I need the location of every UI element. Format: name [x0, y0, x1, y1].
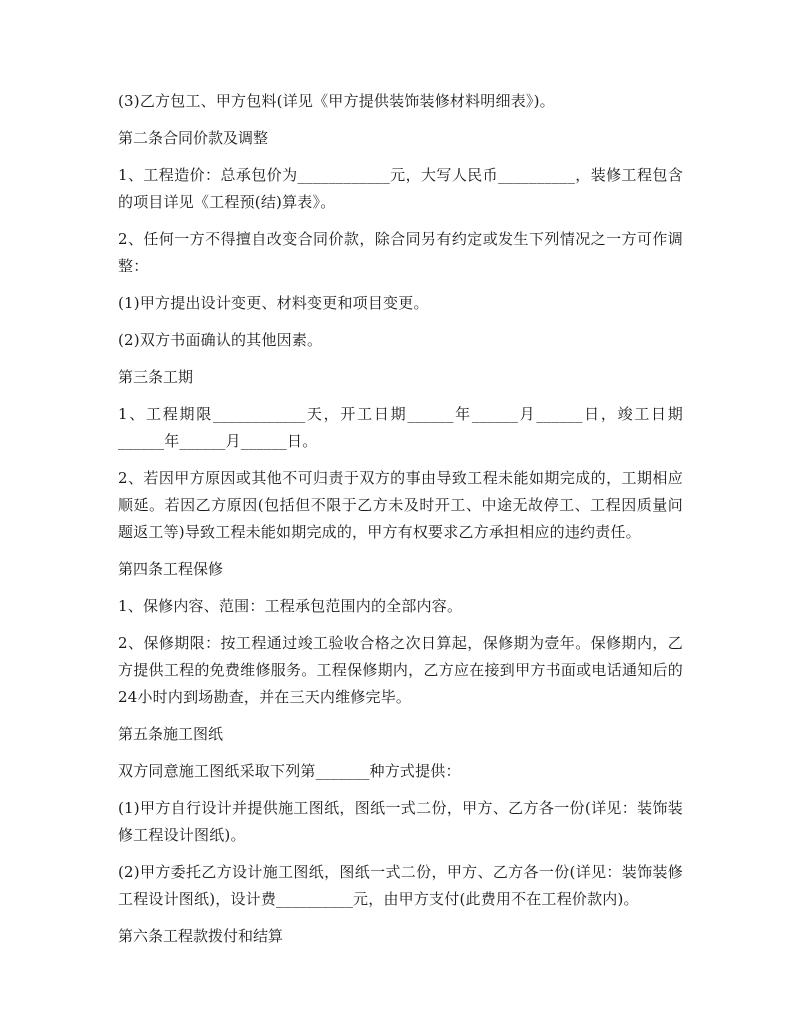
- clause-item-3: (3)乙方包工、甲方包料(详见《甲方提供装饰装修材料明细表》)。: [118, 92, 555, 110]
- article-2-item-2: 2、任何一方不得擅自改变合同价款，除合同另有约定或发生下列情况之一方可作调整：: [118, 230, 683, 275]
- article-2-subitem-2: (2)双方书面确认的其他因素。: [118, 331, 323, 349]
- article-5-subitem-1: (1)甲方自行设计并提供施工图纸，图纸一式二份，甲方、乙方各一份(详见：装饰装修工程设计图纸)。: [118, 799, 683, 844]
- article-2-heading: 第二条合同价款及调整: [118, 129, 269, 147]
- document-page: [118, 88, 683, 960]
- article-5-subitem-2: (2)甲方委托乙方设计施工图纸，图纸一式二份，甲方、乙方各一份(详见：装饰装修工程设计图纸)，设计费__________元，由甲方支付(此费用不在工程价款内)。: [118, 863, 683, 908]
- article-3-heading: 第三条工期: [118, 368, 194, 386]
- article-4-item-2: 2、保修期限：按工程通过竣工验收合格之次日算起，保修期为壹年。保修期内，乙方提供工程的免费维修服务。工程保修期内，乙方应在接到甲方书面或电话通知后的24小时内到场勘查，并在三天内维修完毕。: [118, 634, 683, 706]
- article-4-item-1: 1、保修内容、范围：工程承包范围内的全部内容。: [118, 597, 463, 615]
- article-2-item-1: 1、工程造价：总承包价为____________元，大写人民币__________，装修工程包含的项目详见《工程预(结)算表》。: [118, 166, 683, 211]
- article-5-heading: 第五条施工图纸: [118, 725, 224, 743]
- article-6-heading: 第六条工程款拨付和结算: [118, 927, 284, 945]
- article-4-heading: 第四条工程保修: [118, 560, 224, 578]
- article-3-item-2: 2、若因甲方原因或其他不可归责于双方的事由导致工程未能如期完成的，工期相应顺延。若因乙方原因(包括但不限于乙方未及时开工、中途无故停工、工程因质量问题返工等)导致工程未能如期完成的，甲方有权要求乙方承担相应的违约责任。: [118, 469, 683, 541]
- article-5-intro: 双方同意施工图纸采取下列第_______种方式提供：: [118, 762, 461, 780]
- article-2-subitem-1: (1)甲方提出设计变更、材料变更和项目变更。: [118, 294, 429, 312]
- article-3-item-1: 1、工程期限____________天，开工日期______年______月______日，竣工日期______年______月______日。: [118, 405, 683, 450]
